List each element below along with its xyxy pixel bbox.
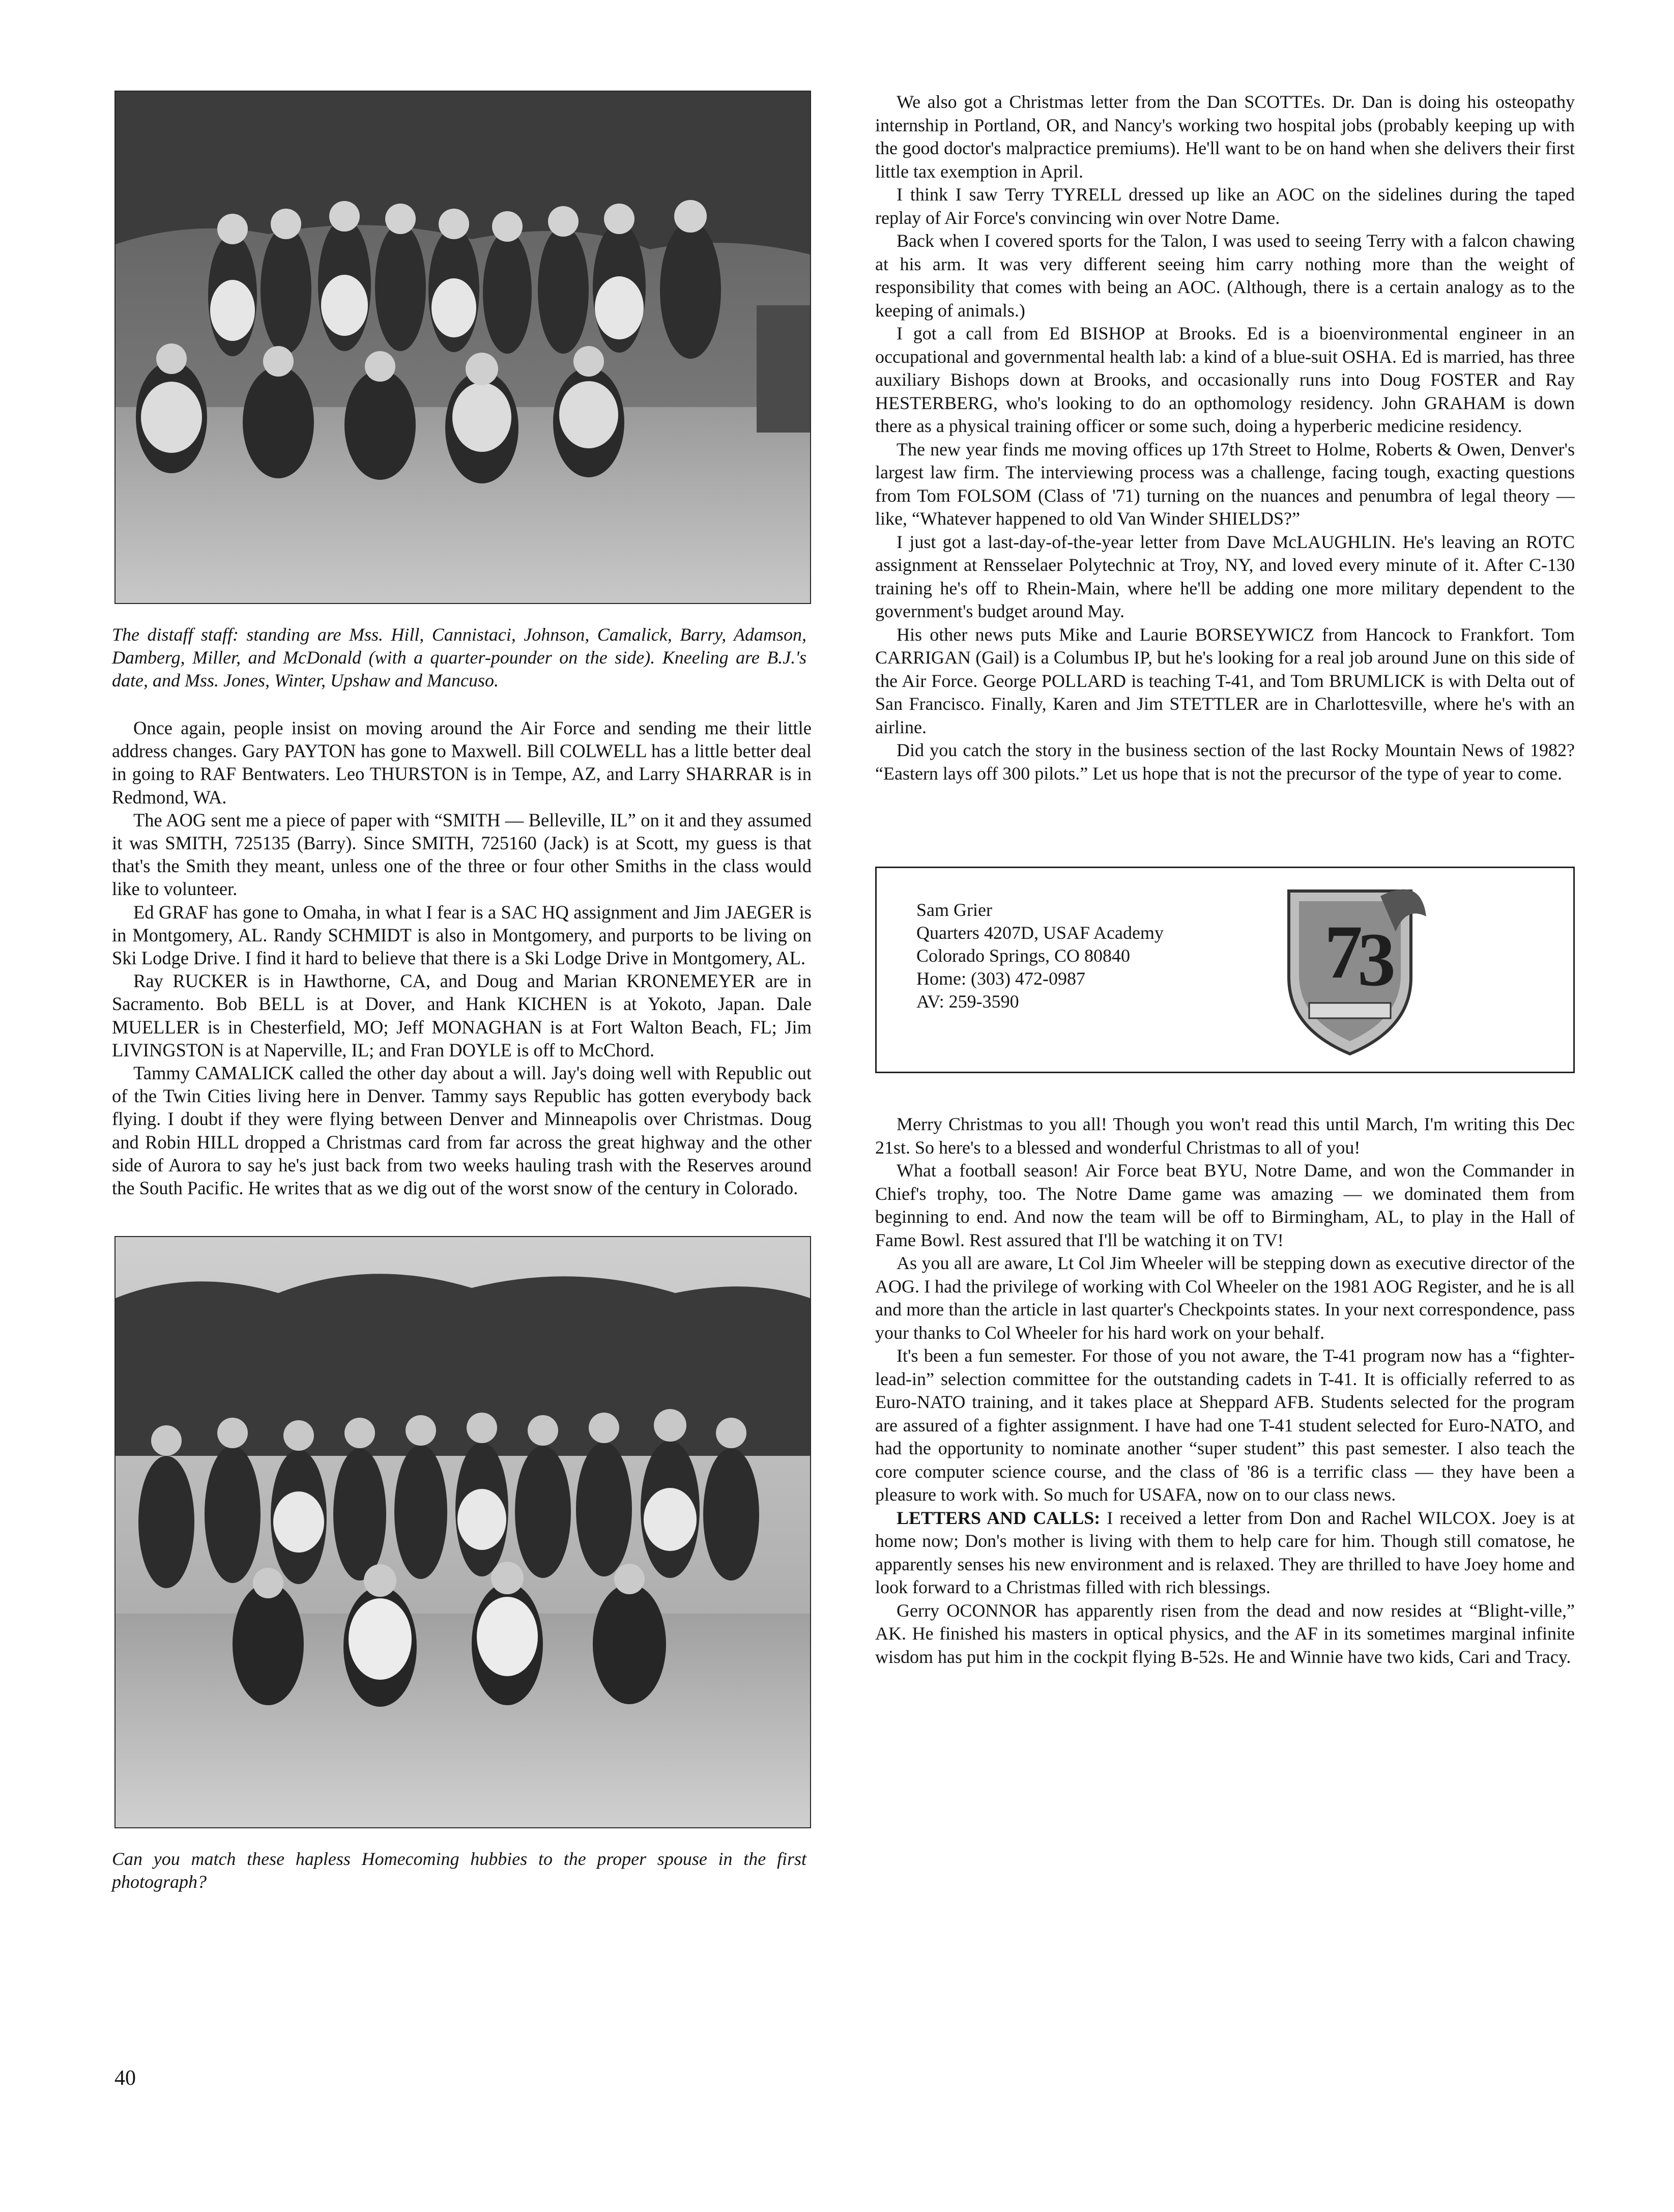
paragraph: It's been a fun semester. For those of you not aware, the T-41 program now has a “fighter-lead-in” selection committee for the outstanding cadets in T-41. It is officially referred to as Euro-NATO training, and it takes place at Sheppard AFB. Students selected for the program are assured of a fighter assignment. I have had one T-41 student selected for Euro-NATO, and had the opportunity to nominate another “super student” this past semester. I also teach the core computer science course, and the class of '86 is a terrific class — they have been a pleasure to work with. So much for USAFA, now on to our class news. <box>875 1345 1575 1505</box>
paragraph: As you all are aware, Lt Col Jim Wheeler will be stepping down as executive director of the AOG. I had the privilege of working with Col Wheeler on the 1981 AOG Register, and he is all and more than the article in last quarter's Checkpoints states. In your next correspondence, pass your thanks to Col Wheeler for his hard work on your behalf. <box>875 1253 1575 1343</box>
paragraph: His other news puts Mike and Laurie BORSEYWICZ from Hancock to Frankfort. Tom CARRIGAN (Gail) is a Columbus IP, but he's looking for a real job around June on this side of the Air Force. George POLLARD is teaching T-41, and Tom BRUMLICK is with Delta out of San Francisco. Finally, Karen and Jim STETTLER are in Charlottesville, where he's with an airline. <box>875 624 1575 737</box>
paragraph: Did you catch the story in the business section of the last Rocky Mountain News of 1982? “Eastern lays off 300 pilots.” Let us hope that is not the precursor of the type of year to come. <box>875 740 1575 784</box>
contact-address-line-2: Colorado Springs, CO 80840 <box>916 945 1131 966</box>
paragraph-text: I received a letter from Don and Rachel WILCOX. Joey is at home now; Don's mother is living with them to help care for him. Though still comatose, he apparently senses his new environment and is relaxed. They are thrilled to have Joey home and look forward to a Christmas filled with rich blessings. <box>875 1507 1575 1597</box>
paragraph: Gerry OCONNOR has apparently risen from the dead and now resides at “Blight-ville,” AK. He finished his masters in optical physics, and the AF in its sometimes marginal infinite wisdom has put him in the cockpit flying B-52s. He and Winnie have two kids, Cari and Tracy. <box>875 1600 1575 1667</box>
contact-home-phone: Home: (303) 472-0987 <box>916 968 1085 989</box>
paragraph-letters-and-calls <box>875 1507 1575 1599</box>
paragraph: Once again, people insist on moving around the Air Force and sending me their little address changes. Gary PAYTON has gone to Maxwell. Bill COLWELL has a little better deal in going to RAF Bentwaters. Leo THURSTON is in Tempe, AZ, and Larry SHARRAR is in Redmond, WA. <box>112 717 812 808</box>
paragraph: I think I saw Terry TYRELL dressed up like an AOC on the sidelines during the taped replay of Air Force's convincing win over Notre Dame. <box>875 184 1575 228</box>
group-photo-men <box>114 1236 811 1828</box>
class-scribe-contact-box <box>875 867 1575 1073</box>
group-photo-women <box>114 91 811 604</box>
right-column <box>875 91 1575 1669</box>
contact-av-phone: AV: 259-3590 <box>916 991 1019 1012</box>
photo-caption-bottom: Can you match these hapless Homecoming hubbies to the proper spouse in the first photograph? <box>112 1849 806 1892</box>
contact-address-line-1: Quarters 4207D, USAF Academy <box>916 923 1164 943</box>
paragraph: Tammy CAMALICK called the other day about a will. Jay's doing well with Republic out of the Twin Cities living here in Denver. Tammy says Republic has gotten everybody back flying. I doubt if they were flying between Denver and Minneapolis over Christmas. Doug and Robin HILL dropped a Christmas card from far across the great highway and the other side of Aurora to say he's just back from two weeks hauling trash with the Reserves around the South Pacific. He writes that as we dig out of the worst snow of the century in Colorado. <box>112 1062 812 1199</box>
page-number: 40 <box>114 2066 136 2090</box>
section-lead: LETTERS AND CALLS: <box>897 1507 1101 1528</box>
paragraph: What a football season! Air Force beat BYU, Notre Dame, and won the Commander in Chief's trophy, too. The Notre Dame game was amazing — we dominated them from beginning to end. And now the team will be off to Birmingham, AL, to play in the Hall of Fame Bowl. Rest assured that I'll be watching it on TV! <box>875 1160 1575 1250</box>
paragraph: I just got a last-day-of-the-year letter from Dave McLAUGHLIN. He's leaving an ROTC assignment at Rensselaer Polytechnic at Troy, NY, and loved every minute of it. After C-130 training he's off to Rhein-Main, where he'll be adding one more military dependent to the government's budget around May. <box>875 531 1575 621</box>
paragraph: The AOG sent me a piece of paper with “SMITH — Belleville, IL” on it and they assumed it was SMITH, 725135 (Barry). Since SMITH, 725160 (Jack) is at Scott, my guess is that that's the Smith they meant, unless one of the three or four other Smiths in the class would like to volunteer. <box>112 809 812 900</box>
left-article-text <box>112 716 812 1199</box>
left-column <box>112 91 812 1893</box>
paragraph: Ray RUCKER is in Hawthorne, CA, and Doug and Marian KRONEMEYER are in Sacramento. Bob BELL is at Dover, and Hank KICHEN is at Yokoto, Japan. Dale MUELLER is in Chesterfield, MO; Jeff MONAGHAN is at Fort Walton Beach, FL; Jim LIVINGSTON is at Naperville, IL; and Fran DOYLE is off to McChord. <box>112 970 812 1060</box>
svg-text:7: 7 <box>1324 910 1363 994</box>
paragraph: Back when I covered sports for the Talon, I was used to seeing Terry with a falcon chawing at his arm. It was very different seeing him carry nothing more than the weight of responsibility that comes with being an AOC. (Although, there is a certain analogy as to the keeping of animals.) <box>875 231 1575 321</box>
paragraph: We also got a Christmas letter from the Dan SCOTTEs. Dr. Dan is doing his osteopathy internship in Portland, OR, and Nancy's working two hospital jobs (probably keeping up with the good doctor's malpractice premiums). He'll want to be on hand when she delivers their first little tax exemption in April. <box>875 92 1575 182</box>
right-article-text-2 <box>875 1113 1575 1669</box>
contact-name: Sam Grier <box>916 900 992 920</box>
paragraph: Merry Christmas to you all! Though you won't read this until March, I'm writing this Dec 21st. So here's to a blessed and wonderful Christmas to all of you! <box>875 1114 1575 1158</box>
class-73-crest-icon <box>1268 876 1431 1064</box>
photo-caption-top: The distaff staff: standing are Mss. Hill, Cannistaci, Johnson, Camalick, Barry, Adamson, Damberg, Miller, and McDonald (with a quarter-pounder on the side). Kneeling are B.J.'s date, and Mss. Jones, Winter, Upshaw and Mancuso. <box>112 624 806 691</box>
paragraph: The new year finds me moving offices up 17th Street to Holme, Roberts & Owen, Denver's largest law firm. The interviewing process was a challenge, facing tough, exacting questions from Tom FOLSOM (Class of '71) turning on the nuances and penumbra of legal theory — like, “Whatever happened to old Van Winder SHIELDS?” <box>875 439 1575 529</box>
paragraph: I got a call from Ed BISHOP at Brooks. Ed is a bioenvironmental engineer in an occupational and governmental health lab: a kind of a blue-suit OSHA. Ed is married, has three auxiliary Bishops down at Brooks, and occasionally runs into Doug FOSTER and Ray HESTERBERG, who's looking to do an opthomology residency. John GRAHAM is down there as a physical training officer or some such, doing a hyperberic medicine residency. <box>875 323 1575 436</box>
svg-text:3: 3 <box>1358 917 1396 1002</box>
paragraph: Ed GRAF has gone to Omaha, in what I fear is a SAC HQ assignment and Jim JAEGER is in Montgomery, AL. Randy SCHMIDT is also in Montgomery, and purports to be living on Ski Lodge Drive. I find it hard to believe that there is a Ski Lodge Drive in Montgomery, AL. <box>112 901 812 969</box>
right-article-text <box>875 91 1575 785</box>
